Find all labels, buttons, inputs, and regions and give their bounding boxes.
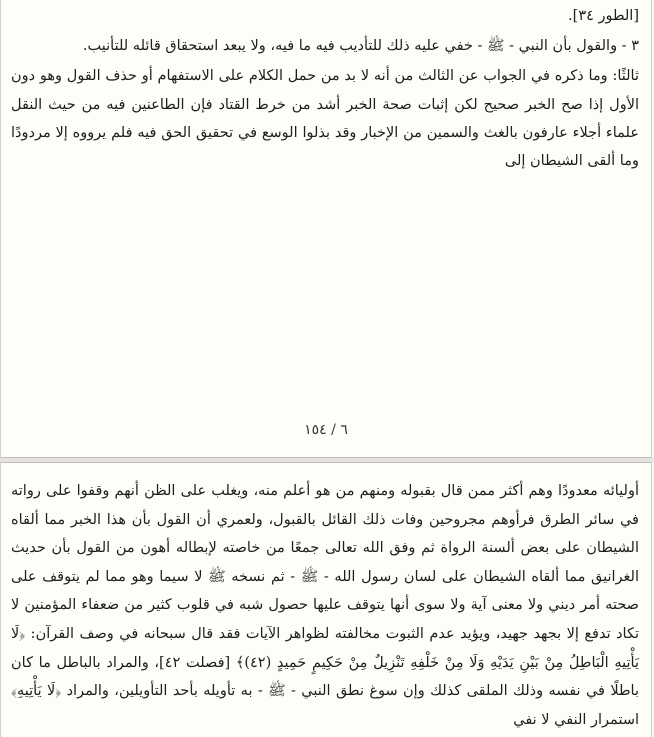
paragraph-point-three: ٣ - والقول بأن النبي - ﷺ - خفي عليه ذلك للتأديب فيه ما فيه، ولا يبعد استحقاق قائله للتأنيب. <box>82 38 639 55</box>
page-text-bottom <box>1 477 651 734</box>
page-number: ٦ / ١٥٤ <box>304 422 348 438</box>
paragraph-thirdly: ثالثًا: وما ذكره في الجواب عن الثالث من أنه لا بد من حمل الكلام على الاستفهام أو حذف القول وهو دون الأول إذا صح الخبر صحيح لكن إثبات صحة الخبر أشد من خرط القتاد فإن الطاعنين فيه من حيث النقل علماء أجلاء عارفون بالغث والسمين من الإخبار وقد بذلوا الوسع في تحقيق الحق فيه فلم يرووه إلا مردودًا وما ألقى الشيطان إلى <box>11 68 639 170</box>
page-text-top <box>1 2 651 175</box>
paragraph-continuation: أوليائه معدودًا وهم أكثر ممن قال بقبوله ومنهم من هو أعلم منه، ويغلب على الظن أنهم وقفوا على رواته في سائر الطرق فرأوهم مجروحين وفات ذلك القائل بالقبول، ولعمري أن القول بأن هذا الخبر مما ألقاه الشيطان على بعض ألسنة الرواة ثم وفق الله تعالى جمعًا من خاصته لإبطاله أهون من القول بأن حديث الغرانيق مما ألقاه الشيطان على لسان رسول الله - ﷺ - ثم نسخه ﷺ لا سيما وهو مما لم يتوقف على صحته أمر ديني ولا معنى آية ولا سوى أنها يتوقف عليها حصول شبه في قلوب كثير من ضعفاء المؤمنين لا تكاد تدفع إلا بجهد جهيد، ويؤيد عدم الثبوت مخالفته لظواهر الآيات فقد قال سبحانه في وصف القرآن: ﴿لَا يَأْتِيهِ الْبَاطِلُ مِنْ بَيْنِ يَدَيْهِ وَلَا مِنْ خَلْفِهِ تَنْزِيلٌ مِنْ حَكِيمٍ حَمِيدٍ (٤٢)﴾ [فصلت ٤٢]، والمراد بالباطل ما كان باطلًا في نفسه وذلك الملقى كذلك وإن سوغ نطق النبي - ﷺ - به تأويله بأحد التأويلين، والمراد ﴿لَا يَأْتِيهِ﴾ استمرار النفي لا نفي <box>11 483 640 728</box>
paragraph-surah-reference: [الطور ٣٤]. <box>568 8 639 24</box>
document-page-bottom <box>0 462 652 737</box>
